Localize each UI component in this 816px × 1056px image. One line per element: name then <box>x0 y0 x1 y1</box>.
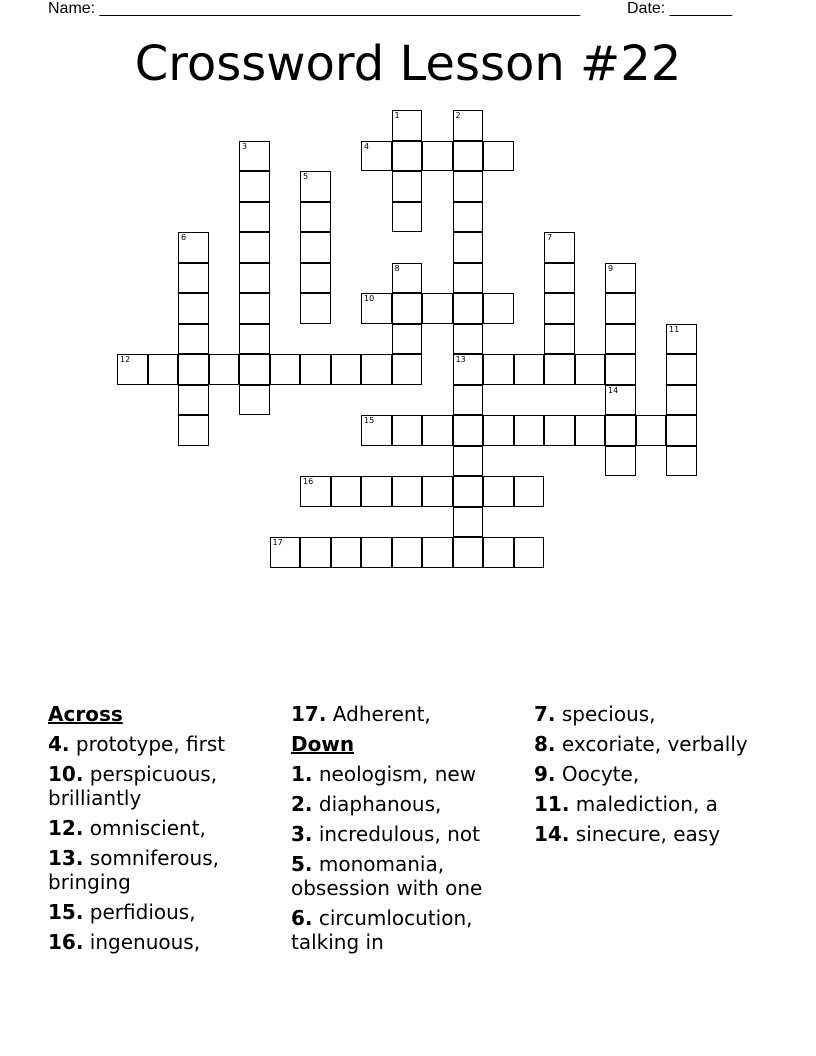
clue-number-label: 16 <box>303 477 314 486</box>
grid-cell[interactable] <box>331 537 362 568</box>
grid-cell[interactable] <box>422 141 453 172</box>
grid-cell[interactable] <box>178 263 209 294</box>
grid-cell[interactable] <box>392 293 423 324</box>
grid-cell[interactable] <box>453 537 484 568</box>
grid-cell[interactable] <box>300 263 331 294</box>
clue-text: perspicuous, brilliantly <box>48 762 218 810</box>
grid-cell[interactable] <box>361 354 392 385</box>
grid-cell[interactable] <box>575 415 606 446</box>
grid-cell[interactable] <box>453 232 484 263</box>
grid-cell[interactable] <box>453 293 484 324</box>
clue-item <box>534 792 766 816</box>
grid-cell[interactable] <box>300 293 331 324</box>
grid-cell[interactable] <box>483 141 514 172</box>
clue-number-label: 3 <box>242 141 248 151</box>
clue-item <box>48 762 280 810</box>
grid-cell[interactable] <box>178 232 209 263</box>
clue-item <box>291 762 523 786</box>
clue-number: 3. <box>291 822 313 846</box>
clue-column-2 <box>291 702 523 960</box>
clue-number: 17. <box>291 702 327 726</box>
grid-cell[interactable] <box>605 293 636 324</box>
clue-number-label: 12 <box>120 355 131 364</box>
clue-text: specious, <box>561 702 656 726</box>
clue-text: diaphanous, <box>318 792 442 816</box>
clue-number: 13. <box>48 846 84 870</box>
date-line: Date: _______ <box>627 0 732 17</box>
grid-cell[interactable] <box>666 415 697 446</box>
grid-cell[interactable] <box>239 385 270 416</box>
clue-column-3 <box>534 702 766 852</box>
grid-cell[interactable] <box>483 537 514 568</box>
grid-cell[interactable] <box>239 354 270 385</box>
clue-number: 2. <box>291 792 313 816</box>
grid-cell[interactable] <box>270 537 301 568</box>
grid-cell[interactable] <box>331 476 362 507</box>
grid-cell[interactable] <box>453 263 484 294</box>
grid-cell[interactable] <box>666 324 697 355</box>
grid-cell[interactable] <box>392 415 423 446</box>
grid-cell[interactable] <box>483 293 514 324</box>
grid-cell[interactable] <box>209 354 240 385</box>
grid-cell[interactable] <box>544 263 575 294</box>
clue-number: 7. <box>534 702 556 726</box>
clue-number-label: 1 <box>394 111 400 120</box>
grid-cell[interactable] <box>148 354 179 385</box>
grid-cell[interactable] <box>544 232 575 263</box>
clue-text: monomania, obsession with one <box>291 852 483 900</box>
clue-text: malediction, a <box>575 792 718 816</box>
grid-cell[interactable] <box>178 293 209 324</box>
grid-cell[interactable] <box>178 324 209 355</box>
grid-cell[interactable] <box>422 476 453 507</box>
clue-number: 15. <box>48 900 84 924</box>
clue-number-label: 9 <box>608 263 614 273</box>
clue-text: prototype, first <box>75 732 226 756</box>
clue-number-label: 13 <box>455 355 466 364</box>
grid-cell[interactable] <box>605 385 636 416</box>
grid-cell[interactable] <box>392 171 423 202</box>
grid-cell[interactable] <box>300 232 331 263</box>
clue-number-label: 14 <box>608 385 619 395</box>
grid-cell[interactable] <box>331 354 362 385</box>
grid-cell[interactable] <box>514 537 545 568</box>
clue-item <box>291 792 523 816</box>
clue-text: omniscient, <box>89 816 206 840</box>
grid-cell[interactable] <box>239 232 270 263</box>
clue-text: Oocyte, <box>561 762 640 786</box>
clue-number-label: 10 <box>364 294 375 303</box>
grid-cell[interactable] <box>453 446 484 477</box>
clue-number-label: 4 <box>364 141 370 151</box>
clue-number-label: 11 <box>669 324 680 334</box>
clue-number: 5. <box>291 852 313 876</box>
grid-cell[interactable] <box>392 202 423 233</box>
grid-cell[interactable] <box>605 324 636 355</box>
clue-number-label: 8 <box>394 263 400 273</box>
grid-cell[interactable] <box>392 324 423 355</box>
grid-cell[interactable] <box>514 476 545 507</box>
grid-cell[interactable] <box>544 354 575 385</box>
clue-text: Adherent, <box>332 702 431 726</box>
grid-cell[interactable] <box>270 354 301 385</box>
page-title: Crossword Lesson #22 <box>134 36 682 92</box>
clue-number: 10. <box>48 762 84 786</box>
grid-cell[interactable] <box>453 354 484 385</box>
grid-cell[interactable] <box>544 293 575 324</box>
clue-item <box>291 822 523 846</box>
grid-cell[interactable] <box>605 263 636 294</box>
grid-cell[interactable] <box>422 415 453 446</box>
clue-number-label: 17 <box>272 538 283 547</box>
grid-cell[interactable] <box>361 141 392 172</box>
clue-item <box>291 906 523 954</box>
grid-cell[interactable] <box>422 537 453 568</box>
grid-cell[interactable] <box>300 171 331 202</box>
clue-text: ingenuous, <box>89 930 201 954</box>
clue-number: 14. <box>534 822 570 846</box>
grid-cell[interactable] <box>239 202 270 233</box>
grid-cell[interactable] <box>666 446 697 477</box>
clue-number: 11. <box>534 792 570 816</box>
clue-text: sinecure, easy <box>575 822 721 846</box>
grid-cell[interactable] <box>392 110 423 141</box>
grid-cell[interactable] <box>605 446 636 477</box>
grid-cell[interactable] <box>483 354 514 385</box>
clue-item <box>48 816 280 840</box>
grid-cell[interactable] <box>453 415 484 446</box>
grid-cell[interactable] <box>422 293 453 324</box>
grid-cell[interactable] <box>514 354 545 385</box>
grid-cell[interactable] <box>453 141 484 172</box>
grid-cell[interactable] <box>666 385 697 416</box>
clue-item <box>291 702 523 726</box>
grid-cell[interactable] <box>392 263 423 294</box>
grid-cell[interactable] <box>300 537 331 568</box>
clue-item <box>534 732 766 756</box>
grid-cell[interactable] <box>453 171 484 202</box>
clue-number: 1. <box>291 762 313 786</box>
clue-number-label: 2 <box>455 111 461 120</box>
grid-cell[interactable] <box>361 415 392 446</box>
grid-cell[interactable] <box>544 415 575 446</box>
clue-text: incredulous, not <box>318 822 480 846</box>
clue-number: 9. <box>534 762 556 786</box>
grid-cell[interactable] <box>605 415 636 446</box>
grid-cell[interactable] <box>453 385 484 416</box>
grid-cell[interactable] <box>361 476 392 507</box>
grid-cell[interactable] <box>392 476 423 507</box>
grid-cell[interactable] <box>575 354 606 385</box>
grid-cell[interactable] <box>239 171 270 202</box>
grid-cell[interactable] <box>392 537 423 568</box>
grid-cell[interactable] <box>453 324 484 355</box>
grid-cell[interactable] <box>239 263 270 294</box>
grid-cell[interactable] <box>453 507 484 538</box>
clue-text: circumlocution, talking in <box>291 906 473 954</box>
grid-cell[interactable] <box>453 110 484 141</box>
grid-cell[interactable] <box>605 354 636 385</box>
down-heading: Down <box>291 732 355 756</box>
clue-item <box>534 822 766 846</box>
clue-number: 12. <box>48 816 84 840</box>
clue-number: 6. <box>291 906 313 930</box>
clue-number-label: 15 <box>364 416 375 425</box>
across-heading: Across <box>48 702 123 726</box>
grid-cell[interactable] <box>239 324 270 355</box>
grid-cell[interactable] <box>636 415 667 446</box>
grid-cell[interactable] <box>392 141 423 172</box>
clue-item <box>48 732 280 756</box>
grid-cell[interactable] <box>666 354 697 385</box>
clue-item <box>534 702 766 726</box>
grid-cell[interactable] <box>239 293 270 324</box>
grid-cell[interactable] <box>178 385 209 416</box>
grid-cell[interactable] <box>300 476 331 507</box>
clue-number: 8. <box>534 732 556 756</box>
name-line: Name: ______________________________________________________ <box>48 0 581 17</box>
grid-cell[interactable] <box>392 354 423 385</box>
grid-cell[interactable] <box>361 293 392 324</box>
grid-cell[interactable] <box>453 476 484 507</box>
clue-item <box>48 900 280 924</box>
grid-cell[interactable] <box>239 141 270 172</box>
grid-cell[interactable] <box>453 202 484 233</box>
clue-text: excoriate, verbally <box>561 732 748 756</box>
clue-text: perfidious, <box>89 900 196 924</box>
clue-item <box>48 930 280 954</box>
clue-item <box>291 852 523 900</box>
grid-cell[interactable] <box>300 202 331 233</box>
grid-cell[interactable] <box>514 415 545 446</box>
grid-cell[interactable] <box>544 324 575 355</box>
grid-cell[interactable] <box>178 354 209 385</box>
clue-item <box>534 762 766 786</box>
clue-number-label: 7 <box>547 233 553 242</box>
grid-cell[interactable] <box>178 415 209 446</box>
grid-cell[interactable] <box>483 415 514 446</box>
grid-cell[interactable] <box>117 354 148 385</box>
clue-number-label: 5 <box>303 172 309 181</box>
clue-number-label: 6 <box>181 233 187 242</box>
grid-cell[interactable] <box>361 537 392 568</box>
clue-column-1 <box>48 702 280 960</box>
grid-cell[interactable] <box>300 354 331 385</box>
clue-number: 16. <box>48 930 84 954</box>
clue-text: somniferous, bringing <box>48 846 219 894</box>
clue-number: 4. <box>48 732 70 756</box>
grid-cell[interactable] <box>483 476 514 507</box>
clue-item <box>48 846 280 894</box>
clue-text: neologism, new <box>318 762 477 786</box>
